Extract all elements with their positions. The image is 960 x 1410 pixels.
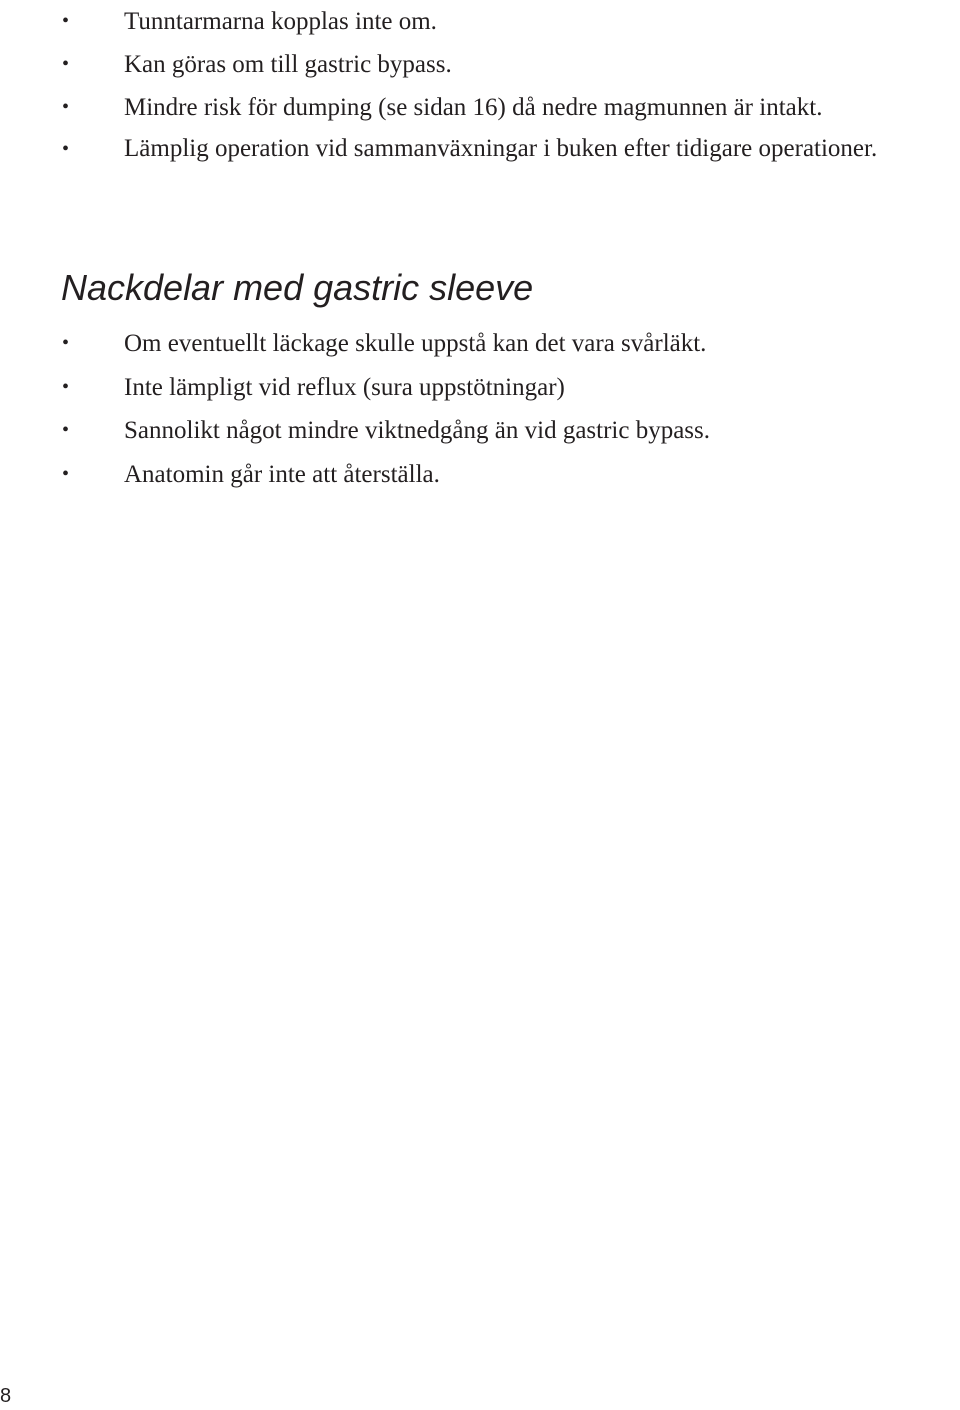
list-item	[0, 409, 960, 453]
bullet-icon: •	[62, 10, 70, 32]
disadvantages-list	[0, 322, 960, 496]
list-item	[0, 453, 960, 497]
bullet-icon: •	[62, 53, 70, 75]
list-item-text: Lämplig operation vid sammanväxningar i buken efter tidigare operationer.	[124, 135, 878, 162]
list-item-text: Inte lämpligt vid reflux (sura uppstötningar)	[124, 373, 565, 401]
list-item-text: Om eventuellt läckage skulle uppstå kan det vara svårläkt.	[124, 330, 707, 357]
list-item	[0, 86, 960, 129]
section-heading: Nackdelar med gastric sleeve	[61, 267, 534, 308]
list-item	[0, 129, 960, 165]
list-item-text: Sannolikt något mindre viktnedgång än vid gastric bypass.	[124, 417, 711, 444]
bullet-icon: •	[62, 138, 70, 160]
advantages-list	[0, 0, 960, 165]
list-item	[0, 43, 960, 86]
bullet-icon: •	[62, 462, 70, 485]
bullet-icon: •	[62, 375, 70, 398]
list-item	[0, 0, 960, 43]
list-item-text: Kan göras om till gastric bypass.	[124, 51, 452, 78]
bullet-icon: •	[62, 419, 70, 441]
page-number: 8	[0, 1385, 12, 1407]
list-item-text: Mindre risk för dumping (se sidan 16) då nedre magmunnen är intakt.	[124, 94, 823, 121]
list-item-text: Tunntarmarna kopplas inte om.	[124, 8, 437, 35]
list-item-text: Anatomin går inte att återställa.	[124, 460, 440, 488]
list-item	[0, 366, 960, 410]
list-item	[0, 322, 960, 366]
bullet-icon: •	[62, 96, 70, 118]
bullet-icon: •	[62, 332, 70, 354]
